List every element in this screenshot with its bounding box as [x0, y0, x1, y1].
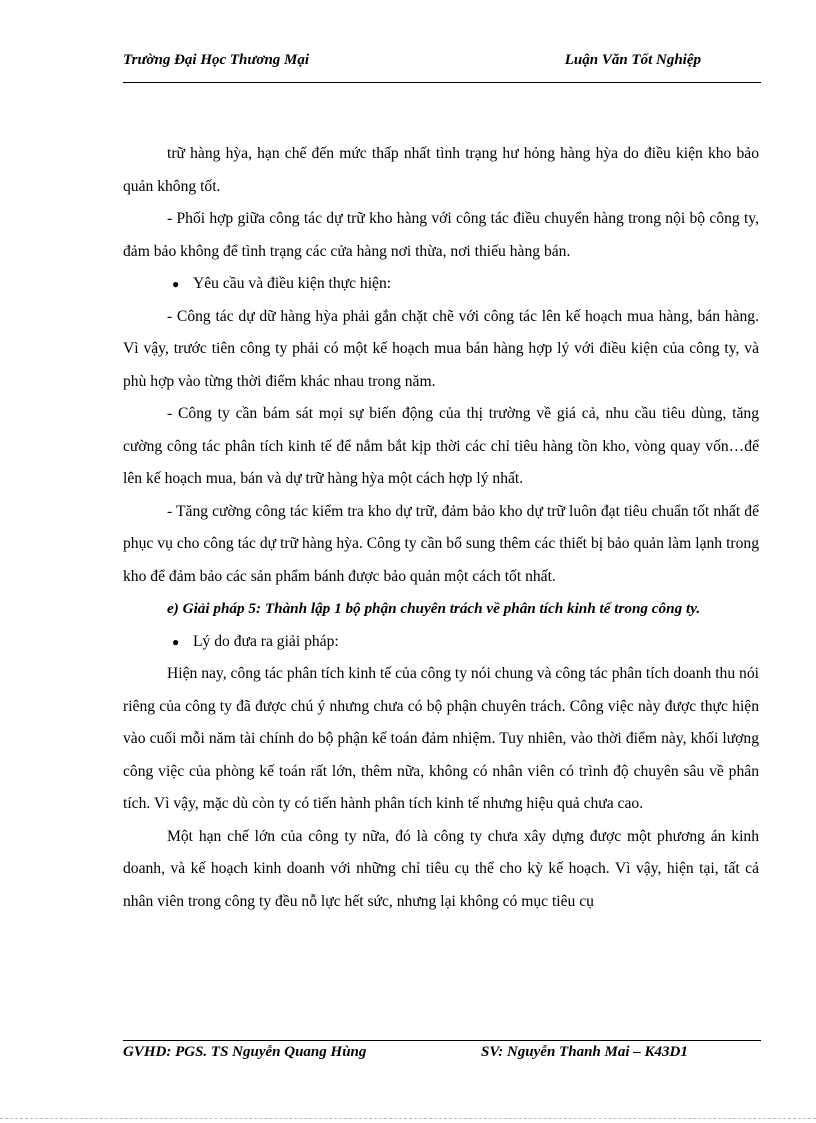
- paragraph-3: - Công tác dự dữ hàng hỳa phải gắn chặt chẽ với công tác lên kế hoạch mua hàng, bán hàng. Vì vậy, trước tiên công ty phải có một kế hoạch mua bán hàng hợp lý với điều kiện của công ty, và phù hợp vào từng thời điểm khác nhau trong năm.: [123, 307, 759, 390]
- page-body: [123, 138, 759, 918]
- paragraph-2: - Phối hợp giữa công tác dự trữ kho hàng với công tác điều chuyển hàng trong nội bộ công ty, đảm bảo không để tình trạng các cửa hàng nơi thừa, nơi thiếu hàng bán.: [123, 210, 759, 260]
- bullet-item-reasons: [123, 626, 759, 659]
- page-footer: [123, 1040, 761, 1071]
- bullet-item-requirements: [123, 268, 759, 301]
- bullet-text: Yêu cầu và điều kiện thực hiện:: [193, 275, 392, 292]
- page-boundary-divider: [0, 1118, 816, 1119]
- bullet-icon: ●: [172, 634, 180, 649]
- paragraph-6: Hiện nay, công tác phân tích kinh tế của công ty nói chung và công tác phân tích doanh thu nói riêng của công ty đã được chú ý nhưng chưa có bộ phận chuyên trách. Công việc này được thực hiện vào cuối mỗi năm tài chính do bộ phận kế toán đảm nhiệm. Tuy nhiên, vào thời điểm này, khối lượng công việc của phòng kế toán rất lớn, thêm nữa, không có nhân viên có trình độ chuyên sâu về phân tích. Vì vậy, mặc dù còn ty có tiến hành phân tích kinh tế nhưng hiệu quả chưa cao.: [123, 665, 759, 812]
- footer-student: SV: Nguyễn Thanh Mai – K43D1: [481, 1044, 688, 1060]
- bullet-icon: ●: [172, 277, 180, 291]
- paragraph-1: trữ hàng hỳa, hạn chế đến mức thấp nhất tình trạng hư hỏng hàng hỳa do điều kiện kho bảo quản không tốt.: [123, 145, 759, 195]
- header-university: Trường Đại Học Thương Mại: [123, 52, 310, 68]
- paragraph-4: - Công ty cần bám sát mọi sự biến động của thị trường về giá cả, nhu cầu tiêu dùng, tăng cường công tác phân tích kinh tế để nắm bắt kịp thời các chỉ tiêu hàng tồn kho, vòng quay vốn…để lên kế hoạch mua, bán và dự trữ hàng hỳa một cách hợp lý nhất.: [123, 405, 759, 487]
- page-header: [123, 50, 761, 83]
- header-thesis-title: Luận Văn Tốt Nghiệp: [564, 52, 701, 68]
- paragraph-5: - Tăng cường công tác kiểm tra kho dự trữ, đảm bảo kho dự trữ luôn đạt tiêu chuẩn tốt nhất để phục vụ cho công tác dự trữ hàng hỳa. Công ty cần bổ sung thêm các thiết bị bảo quản làm lạnh trong kho để đảm bảo các sản phẩm bánh được bảo quản một cách tốt nhất.: [123, 502, 759, 585]
- bullet-text: Lý do đưa ra giải pháp:: [193, 632, 339, 650]
- footer-supervisor: GVHD: PGS. TS Nguyễn Quang Hùng: [123, 1044, 367, 1060]
- paragraph-7: Một hạn chế lớn của công ty nữa, đó là công ty chưa xây dựng được một phương án kinh doanh, và kế hoạch kinh doanh với những chỉ tiêu cụ thể cho kỳ kế hoạch. Vì vậy, hiện tại, tất cả nhân viên trong công ty đều nỗ lực hết sức, nhưng lại không có mục tiêu cụ: [123, 827, 759, 910]
- section-heading: e) Giải pháp 5: Thành lập 1 bộ phận chuyên trách về phân tích kinh tế trong công ty.: [167, 600, 701, 617]
